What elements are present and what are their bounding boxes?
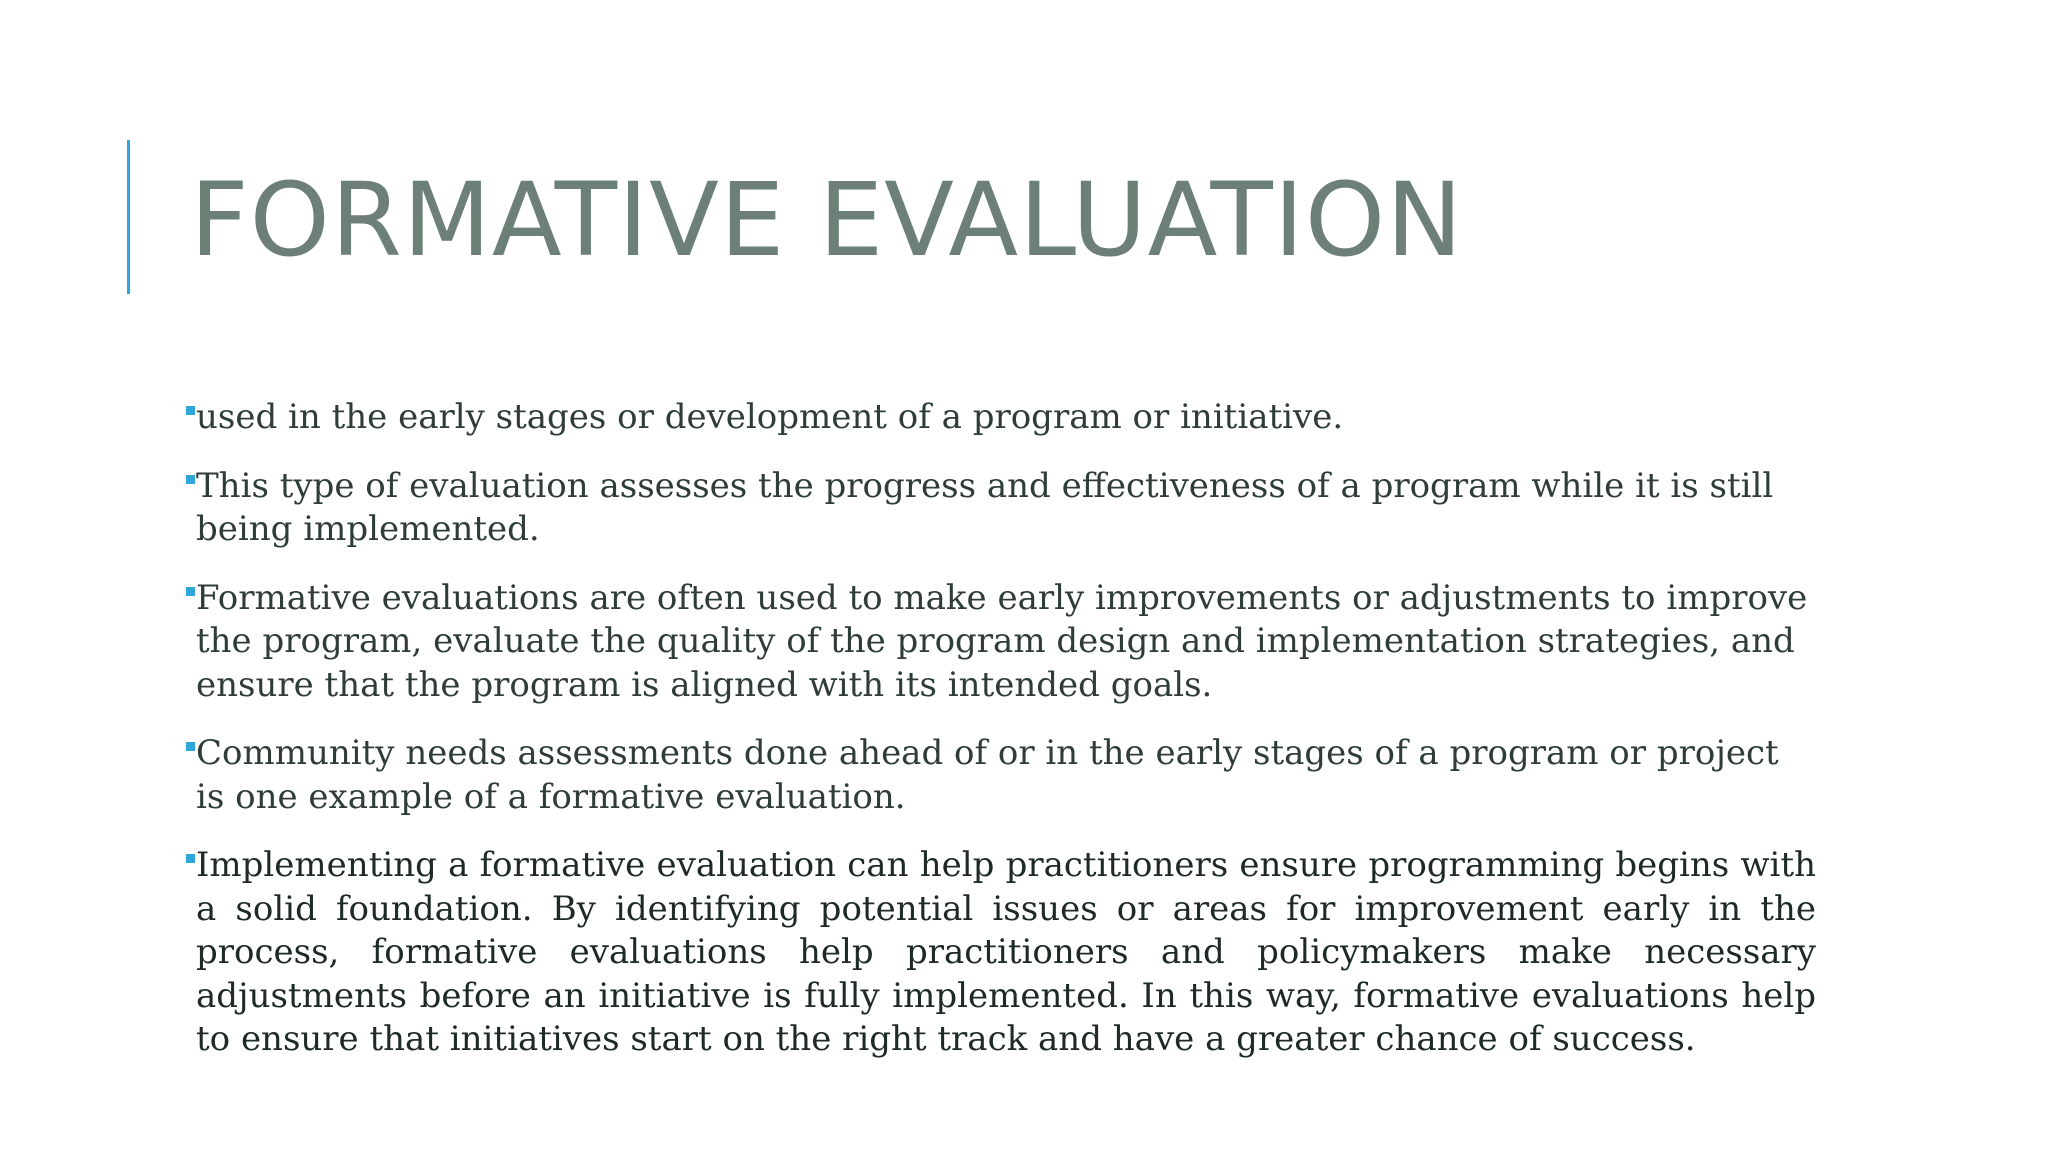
bullet-item <box>196 396 1816 440</box>
bullet-text: Implementing a formative evaluation can help practitioners ensure programming begins with a solid foundation. By identifying potential issues or areas for improvement early in the process, formative evaluations help practitioners and policymakers make necessary adjustments before an initiative is fully implemented. In this way, formative evaluations help to ensure that initiatives start on the right track and have a greater chance of success. <box>196 845 1816 1059</box>
bullet-marker-icon <box>186 742 195 751</box>
title-accent-bar <box>127 140 130 294</box>
slide-title: FORMATIVE EVALUATION <box>190 161 1464 280</box>
bullet-list <box>196 396 1816 1087</box>
bullet-item <box>196 577 1816 708</box>
bullet-marker-icon <box>186 587 195 596</box>
bullet-text: Community needs assessments done ahead of or in the early stages of a program or project is one example of a formative evaluation. <box>196 733 1779 817</box>
bullet-item <box>196 732 1816 819</box>
bullet-marker-icon <box>186 406 195 415</box>
bullet-item <box>196 844 1816 1062</box>
bullet-text: used in the early stages or development of a program or initiative. <box>196 397 1344 437</box>
bullet-marker-icon <box>186 854 195 863</box>
bullet-text: This type of evaluation assesses the progress and effectiveness of a program while it is still being implemented. <box>196 465 1774 549</box>
bullet-text: Formative evaluations are often used to make early improvements or adjustments to improve the program, evaluate the quality of the program design and implementation strategies, and ensure that the program is aligned with its intended goals. <box>196 577 1808 705</box>
bullet-item <box>196 465 1816 552</box>
bullet-marker-icon <box>186 475 195 484</box>
